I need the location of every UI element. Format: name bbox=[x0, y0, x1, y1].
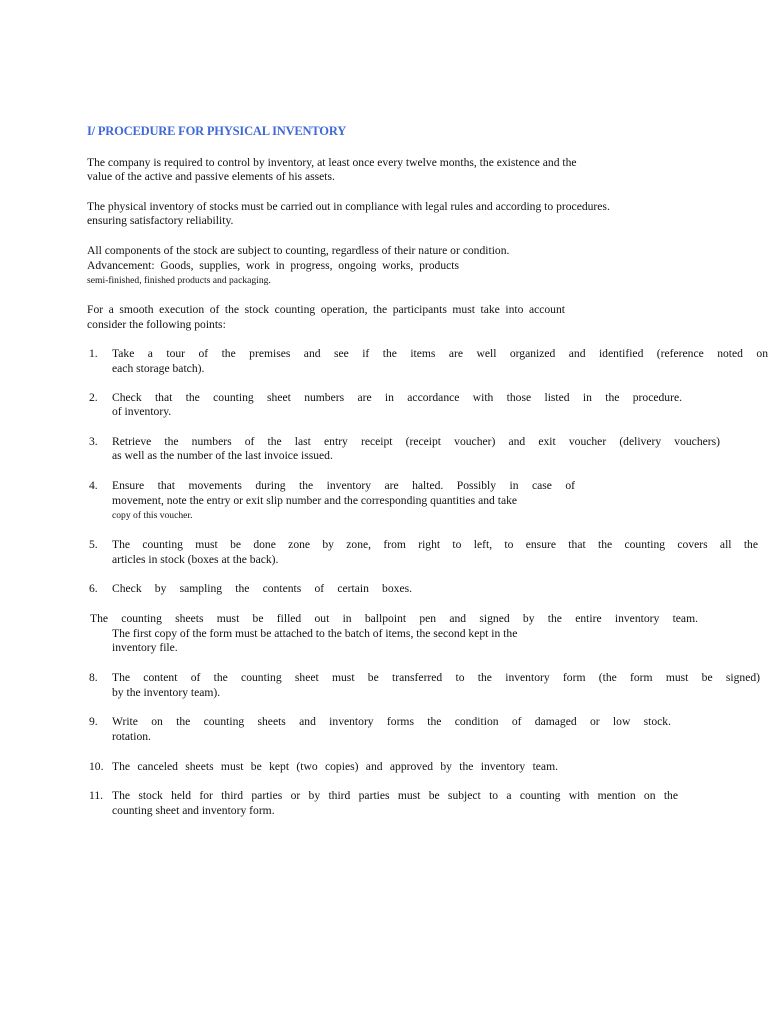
list-item-number: 11. bbox=[89, 789, 104, 802]
list-item-number: 3. bbox=[89, 435, 98, 448]
paragraph-3-line-2: Advancement: Goods, supplies, work in progress, ongoing works, products bbox=[87, 259, 459, 272]
list-item-4-line-3: copy of this voucher. bbox=[112, 510, 193, 521]
paragraph-3-line-1: All components of the stock are subject to counting, regardless of their nature or condition. bbox=[87, 244, 510, 257]
list-item-number: 1. bbox=[89, 347, 98, 360]
list-item-number: 4. bbox=[89, 479, 98, 492]
list-item-3-line-2: as well as the number of the last invoice issued. bbox=[112, 449, 333, 462]
list-item-number: 5. bbox=[89, 538, 98, 551]
list-item-7-line-1: The counting sheets must be filled out in ballpoint pen and signed by the entire inventory team. bbox=[90, 612, 698, 625]
page-title: I/ PROCEDURE FOR PHYSICAL INVENTORY bbox=[87, 124, 347, 138]
list-item-7-line-2: The first copy of the form must be attached to the batch of items, the second kept in the bbox=[112, 627, 518, 640]
paragraph-4-line-2: consider the following points: bbox=[87, 318, 226, 331]
list-item-3-line-1: Retrieve the numbers of the last entry receipt (receipt voucher) and exit voucher (delivery vouchers) bbox=[112, 435, 720, 448]
paragraph-2-line-2: ensuring satisfactory reliability. bbox=[87, 214, 234, 227]
list-item-2-line-2: of inventory. bbox=[112, 405, 172, 418]
paragraph-4-line-1: For a smooth execution of the stock counting operation, the participants must take into account bbox=[87, 303, 565, 316]
list-item-4-line-2: movement, note the entry or exit slip number and the corresponding quantities and take bbox=[112, 494, 518, 507]
list-item-9-line-1: Write on the counting sheets and inventory forms the condition of damaged or low stock. bbox=[112, 715, 671, 728]
list-item-4-line-1: Ensure that movements during the inventory are halted. Possibly in case of bbox=[112, 479, 575, 492]
list-item-8-line-2: by the inventory team). bbox=[112, 686, 221, 699]
paragraph-2-line-1: The physical inventory of stocks must be carried out in compliance with legal rules and according to procedures. bbox=[87, 200, 610, 213]
list-item-number: 2. bbox=[89, 391, 98, 404]
list-item-10-line-1: The canceled sheets must be kept (two copies) and approved by the inventory team. bbox=[112, 760, 558, 773]
list-item-9-line-2: rotation. bbox=[112, 730, 151, 743]
paragraph-1-line-1: The company is required to control by inventory, at least once every twelve months, the existence and the bbox=[87, 156, 577, 169]
list-item-6-line-1: Check by sampling the contents of certain boxes. bbox=[112, 582, 412, 595]
list-item-1-line-1: Take a tour of the premises and see if the items are well organized and identified (reference noted on bbox=[112, 347, 768, 360]
list-item-number: 6. bbox=[89, 582, 98, 595]
list-item-number: 8. bbox=[89, 671, 98, 684]
list-item-number: 9. bbox=[89, 715, 98, 728]
list-item-11-line-2: counting sheet and inventory form. bbox=[112, 804, 275, 817]
list-item-number: 10. bbox=[89, 760, 104, 773]
paragraph-3-line-3: semi-finished, finished products and packaging. bbox=[87, 275, 271, 286]
list-item-1-line-2: each storage batch). bbox=[112, 362, 205, 375]
list-item-8-line-1: The content of the counting sheet must be transferred to the inventory form (the form must be signed) bbox=[112, 671, 760, 684]
list-item-2-line-1: Check that the counting sheet numbers are in accordance with those listed in the procedure. bbox=[112, 391, 682, 404]
paragraph-1-line-2: value of the active and passive elements of his assets. bbox=[87, 170, 335, 183]
list-item-5-line-1: The counting must be done zone by zone, from right to left, to ensure that the counting covers all the bbox=[112, 538, 758, 551]
list-item-5-line-2: articles in stock (boxes at the back). bbox=[112, 553, 279, 566]
list-item-7-line-3: inventory file. bbox=[112, 641, 178, 654]
list-item-11-line-1: The stock held for third parties or by third parties must be subject to a counting with mention on the bbox=[112, 789, 678, 802]
